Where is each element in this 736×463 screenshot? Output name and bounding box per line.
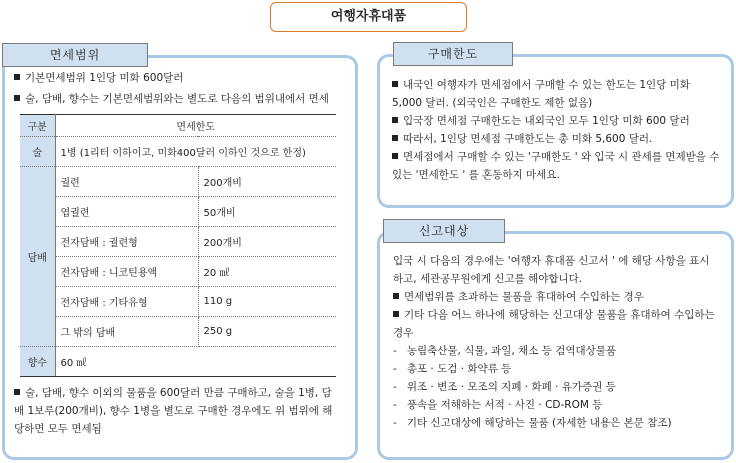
table-row-liquor [20,137,336,167]
category-liquor: 술 [20,137,55,167]
tobacco-limit: 20 ㎖ [198,257,336,287]
table-row [20,227,336,257]
table-row [20,287,336,317]
report-tag: 신고대상 [383,219,505,243]
tobacco-type: 전자담배 : 기타유형 [55,287,198,317]
tobacco-type: 전자담배 : 궐련형 [55,227,198,257]
table-header-category: 구분 [20,115,55,137]
perfume-limit: 60 ㎖ [55,347,336,377]
duty-free-table [20,114,336,377]
tobacco-limit: 110 g [198,287,336,317]
tobacco-limit: 250 g [198,317,336,347]
table-header-limit: 면세한도 [55,115,336,137]
tobacco-type: 그 밖의 담배 [55,317,198,347]
report-item: - 위조 · 변조 · 모조의 지폐 · 화폐 · 유가증권 등 [393,381,616,393]
table-row-perfume [20,347,336,377]
duty-free-tag: 면세범위 [2,43,148,67]
table-row [20,197,336,227]
table-row [20,257,336,287]
page-title: 여행자휴대품 [270,2,467,32]
square-bullet-icon [392,81,398,87]
square-bullet-icon [14,95,20,101]
tobacco-type: 전자담배 : 니코틴용액 [55,257,198,287]
square-bullet-icon [393,293,399,299]
report-item: - 풍속을 저해하는 서적 · 사진 · CD-ROM 등 [393,399,603,411]
purchase-limit-tag: 구매한도 [393,42,513,66]
liquor-limit: 1병 (1리터 이하이고, 미화400달러 이하인 것으로 한정) [55,137,336,167]
square-bullet-icon [392,135,398,141]
tobacco-limit: 50개비 [198,197,336,227]
table-row [20,167,336,197]
report-item: - 기타 신고대상에 해당하는 물품 (자세한 내용은 본문 참조) [393,417,672,429]
report-text: 입국 시 다음의 경우에는 '여행자 휴대품 신고서 ' 에 해당 사항을 표시 하고, 세관공무원에게 신고를 해야합니다. 면세범위를 초과하는 물품을 휴대하여 수입하는 경우 기타 다음 어느 하나에 해당하는 신고대상 물품을 휴대하여 수입하는 경우 - 농림축산물, 식물, 과일, 채소 등 검역대상물품 - 총포 · 도검 · 화약류 등 - 위조 · 변조 · 모조의 지폐 · 화폐 · 유가증권 등 - 풍속을 저해하는 서적 · 사진 · CD-ROM 등 - 기타 신고대상에 해당하는 물품 (자세한 내용은 본문 참조) [393,252,731,432]
tobacco-type: 궐련 [55,167,198,197]
tobacco-limit: 200개비 [198,227,336,257]
duty-free-note: 술, 담배, 향수 이외의 물품을 600달러 만큼 구매하고, 술을 1병, 담 배 1보루(200개비), 향수 1병을 별도로 구매한 경우에도 위 범위에 해 당하면 모두 면세됨 [14,387,333,435]
square-bullet-icon [14,389,20,395]
tobacco-limit: 200개비 [198,167,336,197]
square-bullet-icon [392,117,398,123]
square-bullet-icon [393,311,399,317]
category-tobacco: 담배 [20,167,55,347]
report-item: - 농림축산물, 식물, 과일, 채소 등 검역대상물품 [393,345,617,357]
duty-free-bullet: 술, 담배, 향수는 기본면세범위와는 별도로 다음의 범위내에서 면세 [14,92,329,107]
square-bullet-icon [14,74,20,80]
table-row [20,317,336,347]
duty-free-bullet: 기본면세범위 1인당 미화 600달러 [14,71,183,86]
square-bullet-icon [392,153,398,159]
purchase-limit-text: 내국인 여행자가 면세점에서 구매할 수 있는 한도는 1인당 미화 5,000 달러. (외국인은 구매한도 제한 없음) 입국장 면세점 구매한도는 내외국인 모두 1인당 미화 600 달러 따라서, 1인당 면세점 구매한도는 총 미화 5,600 달러. 면세점에서 구매할 수 있는 '구매한도 ' 와 입국 시 관세를 면제받을 수 있는 '면세한도 ' 를 혼동하지 마세요. [392,79,720,181]
tobacco-type: 엽궐련 [55,197,198,227]
report-item: - 총포 · 도검 · 화약류 등 [393,363,512,375]
category-perfume: 향수 [20,347,55,377]
